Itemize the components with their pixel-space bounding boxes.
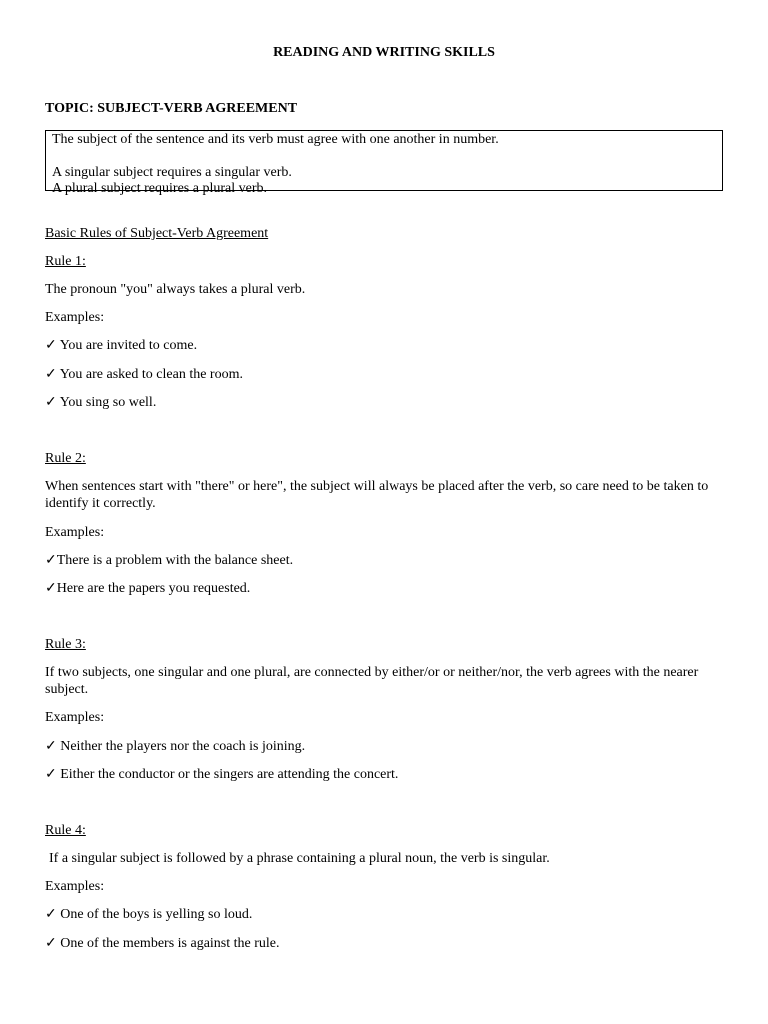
examples-label: Examples:	[45, 710, 105, 725]
check-icon: ✓	[45, 553, 57, 568]
rule-text: If a singular subject is followed by a phrase containing a plural noun, the verb is singular.	[49, 851, 550, 866]
rule-text: If two subjects, one singular and one plural, are connected by either/or or neither/nor, the verb agrees with the nearer subject.	[45, 665, 699, 697]
example-item: ✓There is a problem with the balance sheet.	[45, 553, 294, 568]
definition-box	[45, 130, 723, 196]
check-icon: ✓	[45, 739, 57, 754]
example-item: ✓ One of the members is against the rule.	[45, 936, 280, 951]
example-item: ✓Here are the papers you requested.	[45, 581, 251, 596]
examples-label: Examples:	[45, 879, 105, 894]
example-item: ✓ You are asked to clean the room.	[45, 367, 243, 382]
rule-heading: Rule 2:	[45, 451, 86, 466]
definition-line: A singular subject requires a singular verb.	[52, 165, 292, 180]
examples-label: Examples:	[45, 310, 105, 325]
examples-label: Examples:	[45, 525, 105, 540]
example-item: ✓ Either the conductor or the singers are attending the concert.	[45, 767, 399, 782]
example-item: ✓ Neither the players nor the coach is joining.	[45, 739, 306, 754]
example-item: ✓ You are invited to come.	[45, 338, 198, 353]
rule-heading: Rule 3:	[45, 637, 86, 652]
check-icon: ✓	[45, 338, 57, 353]
check-icon: ✓	[45, 367, 57, 382]
rule-heading: Rule 1:	[45, 254, 86, 269]
definition-line: A plural subject requires a plural verb.	[52, 181, 267, 196]
check-icon: ✓	[45, 767, 57, 782]
definition-line: The subject of the sentence and its verb must agree with one another in number.	[52, 132, 499, 147]
rule-text: When sentences start with "there" or here", the subject will always be placed after the verb, so care need to be taken to identify it correctly.	[45, 479, 709, 511]
example-item: ✓ One of the boys is yelling so loud.	[45, 907, 253, 922]
check-icon: ✓	[45, 907, 57, 922]
check-icon: ✓	[45, 395, 57, 410]
rule-text: The pronoun "you" always takes a plural verb.	[45, 282, 306, 297]
rule-heading: Rule 4:	[45, 823, 86, 838]
topic-heading: TOPIC: SUBJECT-VERB AGREEMENT	[45, 101, 298, 116]
section-heading: Basic Rules of Subject-Verb Agreement	[45, 226, 269, 241]
document-title: READING AND WRITING SKILLS	[273, 45, 495, 60]
example-item: ✓ You sing so well.	[45, 395, 157, 410]
check-icon: ✓	[45, 581, 57, 596]
check-icon: ✓	[45, 936, 57, 951]
